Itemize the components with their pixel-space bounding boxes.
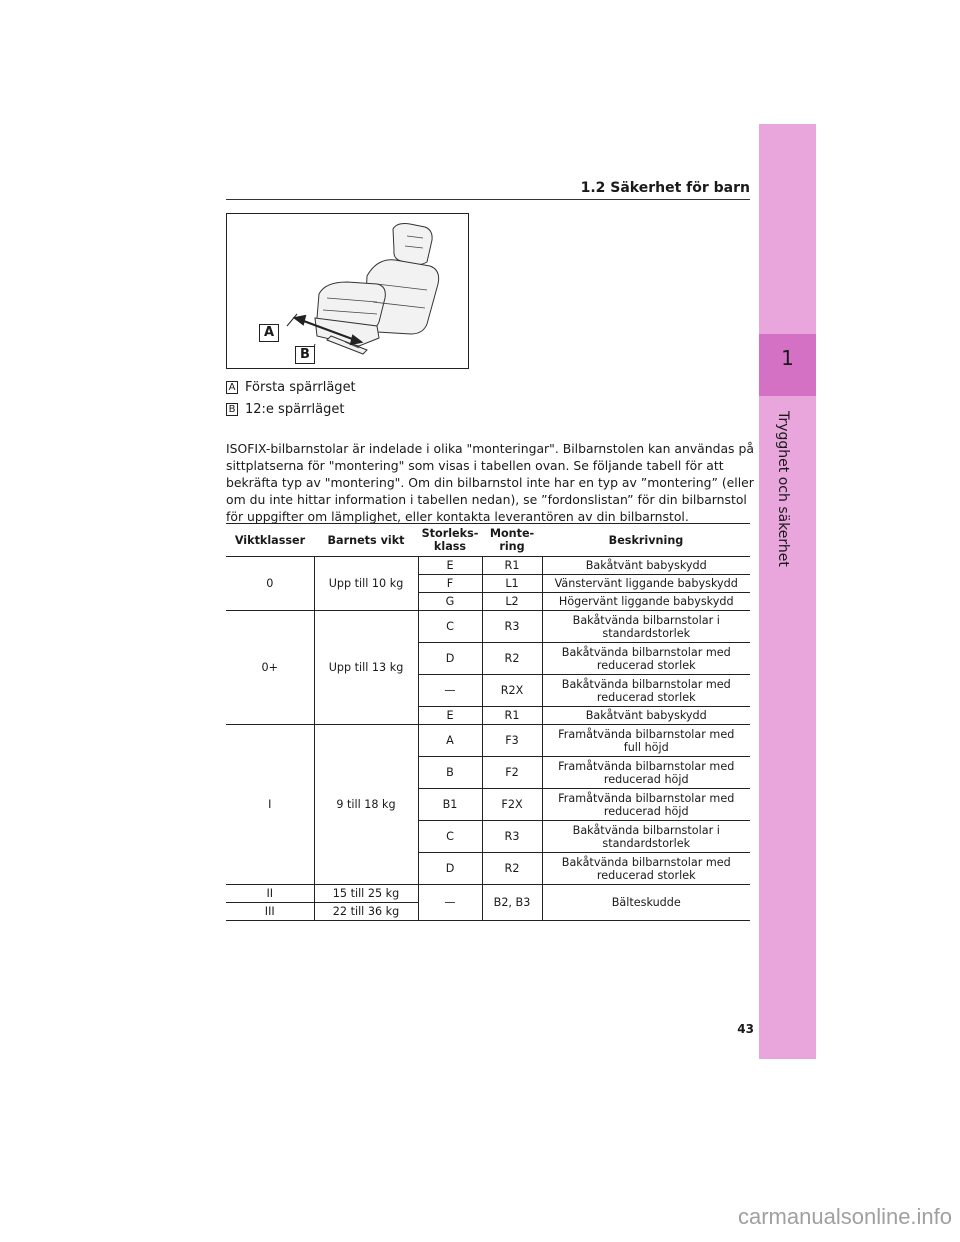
weight-class-cell: I	[226, 725, 314, 885]
size-cell: D	[418, 643, 482, 675]
desc-cell: Bakåtvända bilbarnstolar i standardstorlek	[542, 611, 750, 643]
desc-cell: Framåtvända bilbarnstolar med reducerad höjd	[542, 789, 750, 821]
child-weight-cell: 9 till 18 kg	[314, 725, 418, 885]
size-cell: C	[418, 611, 482, 643]
intro-paragraph: ISOFIX-bilbarnstolar är indelade i olika "monteringar". Bilbarnstolen kan användas på sittplatserna för "montering" som visas i tabellen ovan. Se följande tabell för att bekräfta typ av "montering". Om din bilbarnstol inte har en typ av ”montering” (eller om du inte hittar information i tabellen nedan), se ”fordonslistan” för din bilbarnstol för uppgifter om lämplighet, eller kontakta leverantören av din bilbarnstol.	[226, 441, 754, 524]
size-cell: D	[418, 853, 482, 885]
desc-cell: Bakåtvända bilbarnstolar med reducerad storlek	[542, 643, 750, 675]
child-weight-cell: 22 till 36 kg	[314, 903, 418, 921]
mount-cell: R1	[482, 557, 542, 575]
mount-cell: L1	[482, 575, 542, 593]
mount-cell: R2	[482, 853, 542, 885]
table-row	[226, 557, 750, 575]
legend-text-a: Första spärrläget	[245, 380, 356, 395]
table-row	[226, 885, 750, 903]
child-weight-cell: Upp till 13 kg	[314, 611, 418, 725]
table-header-row	[226, 524, 750, 557]
desc-cell: Bakåtvända bilbarnstolar med reducerad storlek	[542, 675, 750, 707]
mount-cell: F2X	[482, 789, 542, 821]
page-number: 43	[737, 1022, 754, 1036]
header-child-weight: Barnets vikt	[314, 524, 418, 557]
mount-cell: R2	[482, 643, 542, 675]
header-rule	[226, 199, 750, 200]
desc-cell: Bakåtvänt babyskydd	[542, 557, 750, 575]
size-cell: E	[418, 707, 482, 725]
size-cell: F	[418, 575, 482, 593]
legend-key-b: B	[226, 403, 238, 416]
size-cell: —	[418, 675, 482, 707]
weight-class-cell: 0	[226, 557, 314, 611]
mount-cell: R2X	[482, 675, 542, 707]
header-weight-class: Viktklasser	[226, 524, 314, 557]
mount-cell: B2, B3	[482, 885, 542, 921]
weight-class-cell: III	[226, 903, 314, 921]
section-header: 1.2 Säkerhet för barn	[580, 180, 750, 196]
desc-cell: Framåtvända bilbarnstolar med reducerad höjd	[542, 757, 750, 789]
legend-item-a	[226, 380, 356, 395]
child-weight-cell: 15 till 25 kg	[314, 885, 418, 903]
callout-a: A	[259, 324, 279, 342]
size-cell: G	[418, 593, 482, 611]
weight-class-cell: 0+	[226, 611, 314, 725]
weight-class-cell: II	[226, 885, 314, 903]
desc-cell: Bakåtvänt babyskydd	[542, 707, 750, 725]
car-seat-drawing	[227, 214, 468, 368]
legend-key-a: A	[226, 381, 238, 394]
callout-b: B	[295, 346, 315, 364]
size-cell: C	[418, 821, 482, 853]
mount-cell: R1	[482, 707, 542, 725]
isofix-table	[226, 523, 750, 921]
mount-cell: F3	[482, 725, 542, 757]
seat-illustration	[226, 213, 469, 369]
size-cell: B	[418, 757, 482, 789]
table-row	[226, 725, 750, 757]
chapter-number: 1	[781, 346, 794, 370]
legend-item-b	[226, 402, 344, 417]
size-cell: A	[418, 725, 482, 757]
mount-cell: R3	[482, 821, 542, 853]
desc-cell: Framåtvända bilbarnstolar med full höjd	[542, 725, 750, 757]
desc-cell: Bakåtvända bilbarnstolar i standardstorlek	[542, 821, 750, 853]
desc-cell: Högervänt liggande babyskydd	[542, 593, 750, 611]
size-cell: —	[418, 885, 482, 921]
header-mounting: Monte- ring	[482, 524, 542, 557]
desc-cell: Vänstervänt liggande babyskydd	[542, 575, 750, 593]
size-cell: E	[418, 557, 482, 575]
child-weight-cell: Upp till 10 kg	[314, 557, 418, 611]
header-description: Beskrivning	[542, 524, 750, 557]
chapter-side-tab	[759, 124, 816, 1059]
mount-cell: F2	[482, 757, 542, 789]
table-row	[226, 611, 750, 643]
chapter-title: Trygghet och säkerhet	[775, 411, 791, 567]
header-size-class: Storleks- klass	[418, 524, 482, 557]
legend-text-b: 12:e spärrläget	[245, 402, 345, 417]
mount-cell: L2	[482, 593, 542, 611]
desc-cell: Bälteskudde	[542, 885, 750, 921]
size-cell: B1	[418, 789, 482, 821]
desc-cell: Bakåtvända bilbarnstolar med reducerad storlek	[542, 853, 750, 885]
watermark: carmanualsonline.info	[738, 1204, 953, 1229]
mount-cell: R3	[482, 611, 542, 643]
